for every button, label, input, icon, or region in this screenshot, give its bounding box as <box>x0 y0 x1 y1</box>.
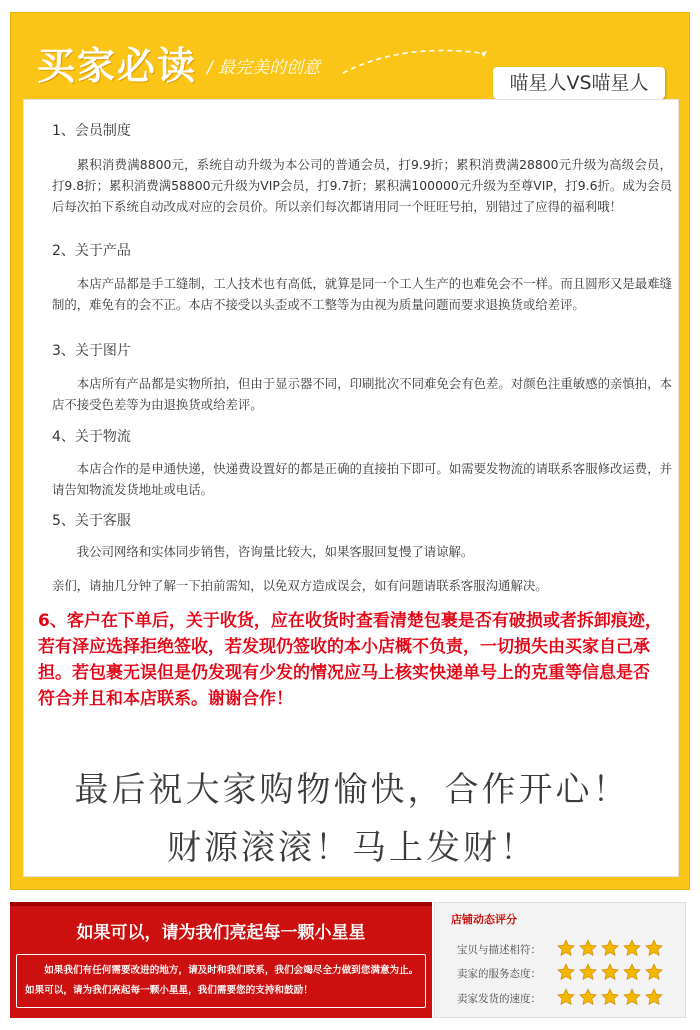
section-title: 3、关于图片 <box>52 343 131 359</box>
star-icon <box>623 963 641 981</box>
notice-note: 亲们，请抽几分钟了解一下拍前需知，以免双方造成误会，如有问题请联系客服沟通解决。 <box>52 578 548 593</box>
banner-message-box <box>16 954 426 1008</box>
rating-row <box>457 963 687 985</box>
star-icon <box>623 939 641 957</box>
content-panel <box>23 99 679 877</box>
star-icon <box>557 939 575 957</box>
section-title: 5、关于客服 <box>52 513 131 529</box>
important-notice: 6、客户在下单后，关于收货，应在收货时查看清楚包裹是否有破损或者拆卸痕迹，若有泽应选择拒绝签收，若发现仍签收的本小店概不负责，一切损失由买家自己承担。若包裹无误但是仍发现有少发的情况应马上核实快递单号上的克重等信息是否符合并且和本店联系。谢谢合作！ <box>38 611 662 709</box>
star-icon <box>601 988 619 1006</box>
star-request-banner <box>10 902 432 1018</box>
section-body: 我公司网络和实体同步销售，咨询量比较大，如果客服回复慢了请谅解。 <box>76 544 474 559</box>
star-icon <box>645 988 663 1006</box>
section-body: 累积消费满8800元，系统自动升级为本公司的普通会员，打9.9折；累积消费满28800元升级为高级会员，打9.8折；累积消费满58800元升级为VIP会员，打9.7折；累积满100000元升级为至尊VIP，打9.6折。成为会员后每次拍下系统自动改成对应的会员价。所以亲们每次都请用同一个旺旺号拍，别错过了应得的福利哦！ <box>52 157 672 214</box>
star-icon <box>579 988 597 1006</box>
page-subtitle: / 最完美的创意 <box>207 58 321 78</box>
star-rating <box>557 939 663 957</box>
section-title: 4、关于物流 <box>52 429 131 445</box>
section-title: 1、会员制度 <box>52 123 131 139</box>
rating-label: 卖家发货的速度： <box>457 993 541 1005</box>
brand-tag: 喵星人VS喵星人 <box>493 67 665 99</box>
star-icon <box>601 939 619 957</box>
closing-line-1: 最后祝大家购物愉快，合作开心！ <box>74 770 630 810</box>
star-icon <box>557 963 575 981</box>
section-body: 本店合作的是申通快递，快递费设置好的都是正确的直接拍下即可。如需要发物流的请联系客服修改运费，并请告知物流发货地址或电话。 <box>52 461 672 497</box>
rating-title: 店铺动态评分 <box>451 913 517 926</box>
notice-frame <box>10 12 690 890</box>
star-rating <box>557 988 663 1006</box>
rating-row <box>457 939 687 961</box>
closing-line-2: 财源滚滚！马上发财！ <box>167 828 537 868</box>
banner-title: 如果可以，请为我们亮起每一颗小星星 <box>76 923 366 943</box>
star-icon <box>601 963 619 981</box>
star-icon <box>645 963 663 981</box>
star-rating <box>557 963 663 981</box>
star-icon <box>623 988 641 1006</box>
star-icon <box>579 939 597 957</box>
rating-row <box>457 988 687 1010</box>
section-body: 本店所有产品都是实物所拍，但由于显示器不同，印刷批次不同难免会有色差。对颜色注重敏感的亲慎拍，本店不接受色差等为由退换货或给差评。 <box>52 376 672 412</box>
star-icon <box>645 939 663 957</box>
page-title: 买家必读 <box>37 43 198 88</box>
banner-message: 如果我们有任何需要改进的地方，请及时和我们联系，我们会竭尽全力做到您满意为止。如果可以，请为我们亮起每一颗小星星，我们需要您的支持和鼓励！ <box>25 965 419 996</box>
decorative-curve-icon <box>341 43 491 77</box>
rating-label: 宝贝与描述相符： <box>457 944 541 956</box>
rating-label: 卖家的服务态度： <box>457 968 541 980</box>
star-icon <box>579 963 597 981</box>
star-icon <box>557 988 575 1006</box>
shop-rating-panel <box>434 902 686 1018</box>
section-body: 本店产品都是手工缝制，工人技术也有高低，就算是同一个工人生产的也难免会不一样。而且圆形又是最难缝制的，难免有的会不正。本店不接受以头歪或不工整等为由视为质量问题而要求退换货或给差评。 <box>52 276 672 312</box>
section-title: 2、关于产品 <box>52 243 131 259</box>
